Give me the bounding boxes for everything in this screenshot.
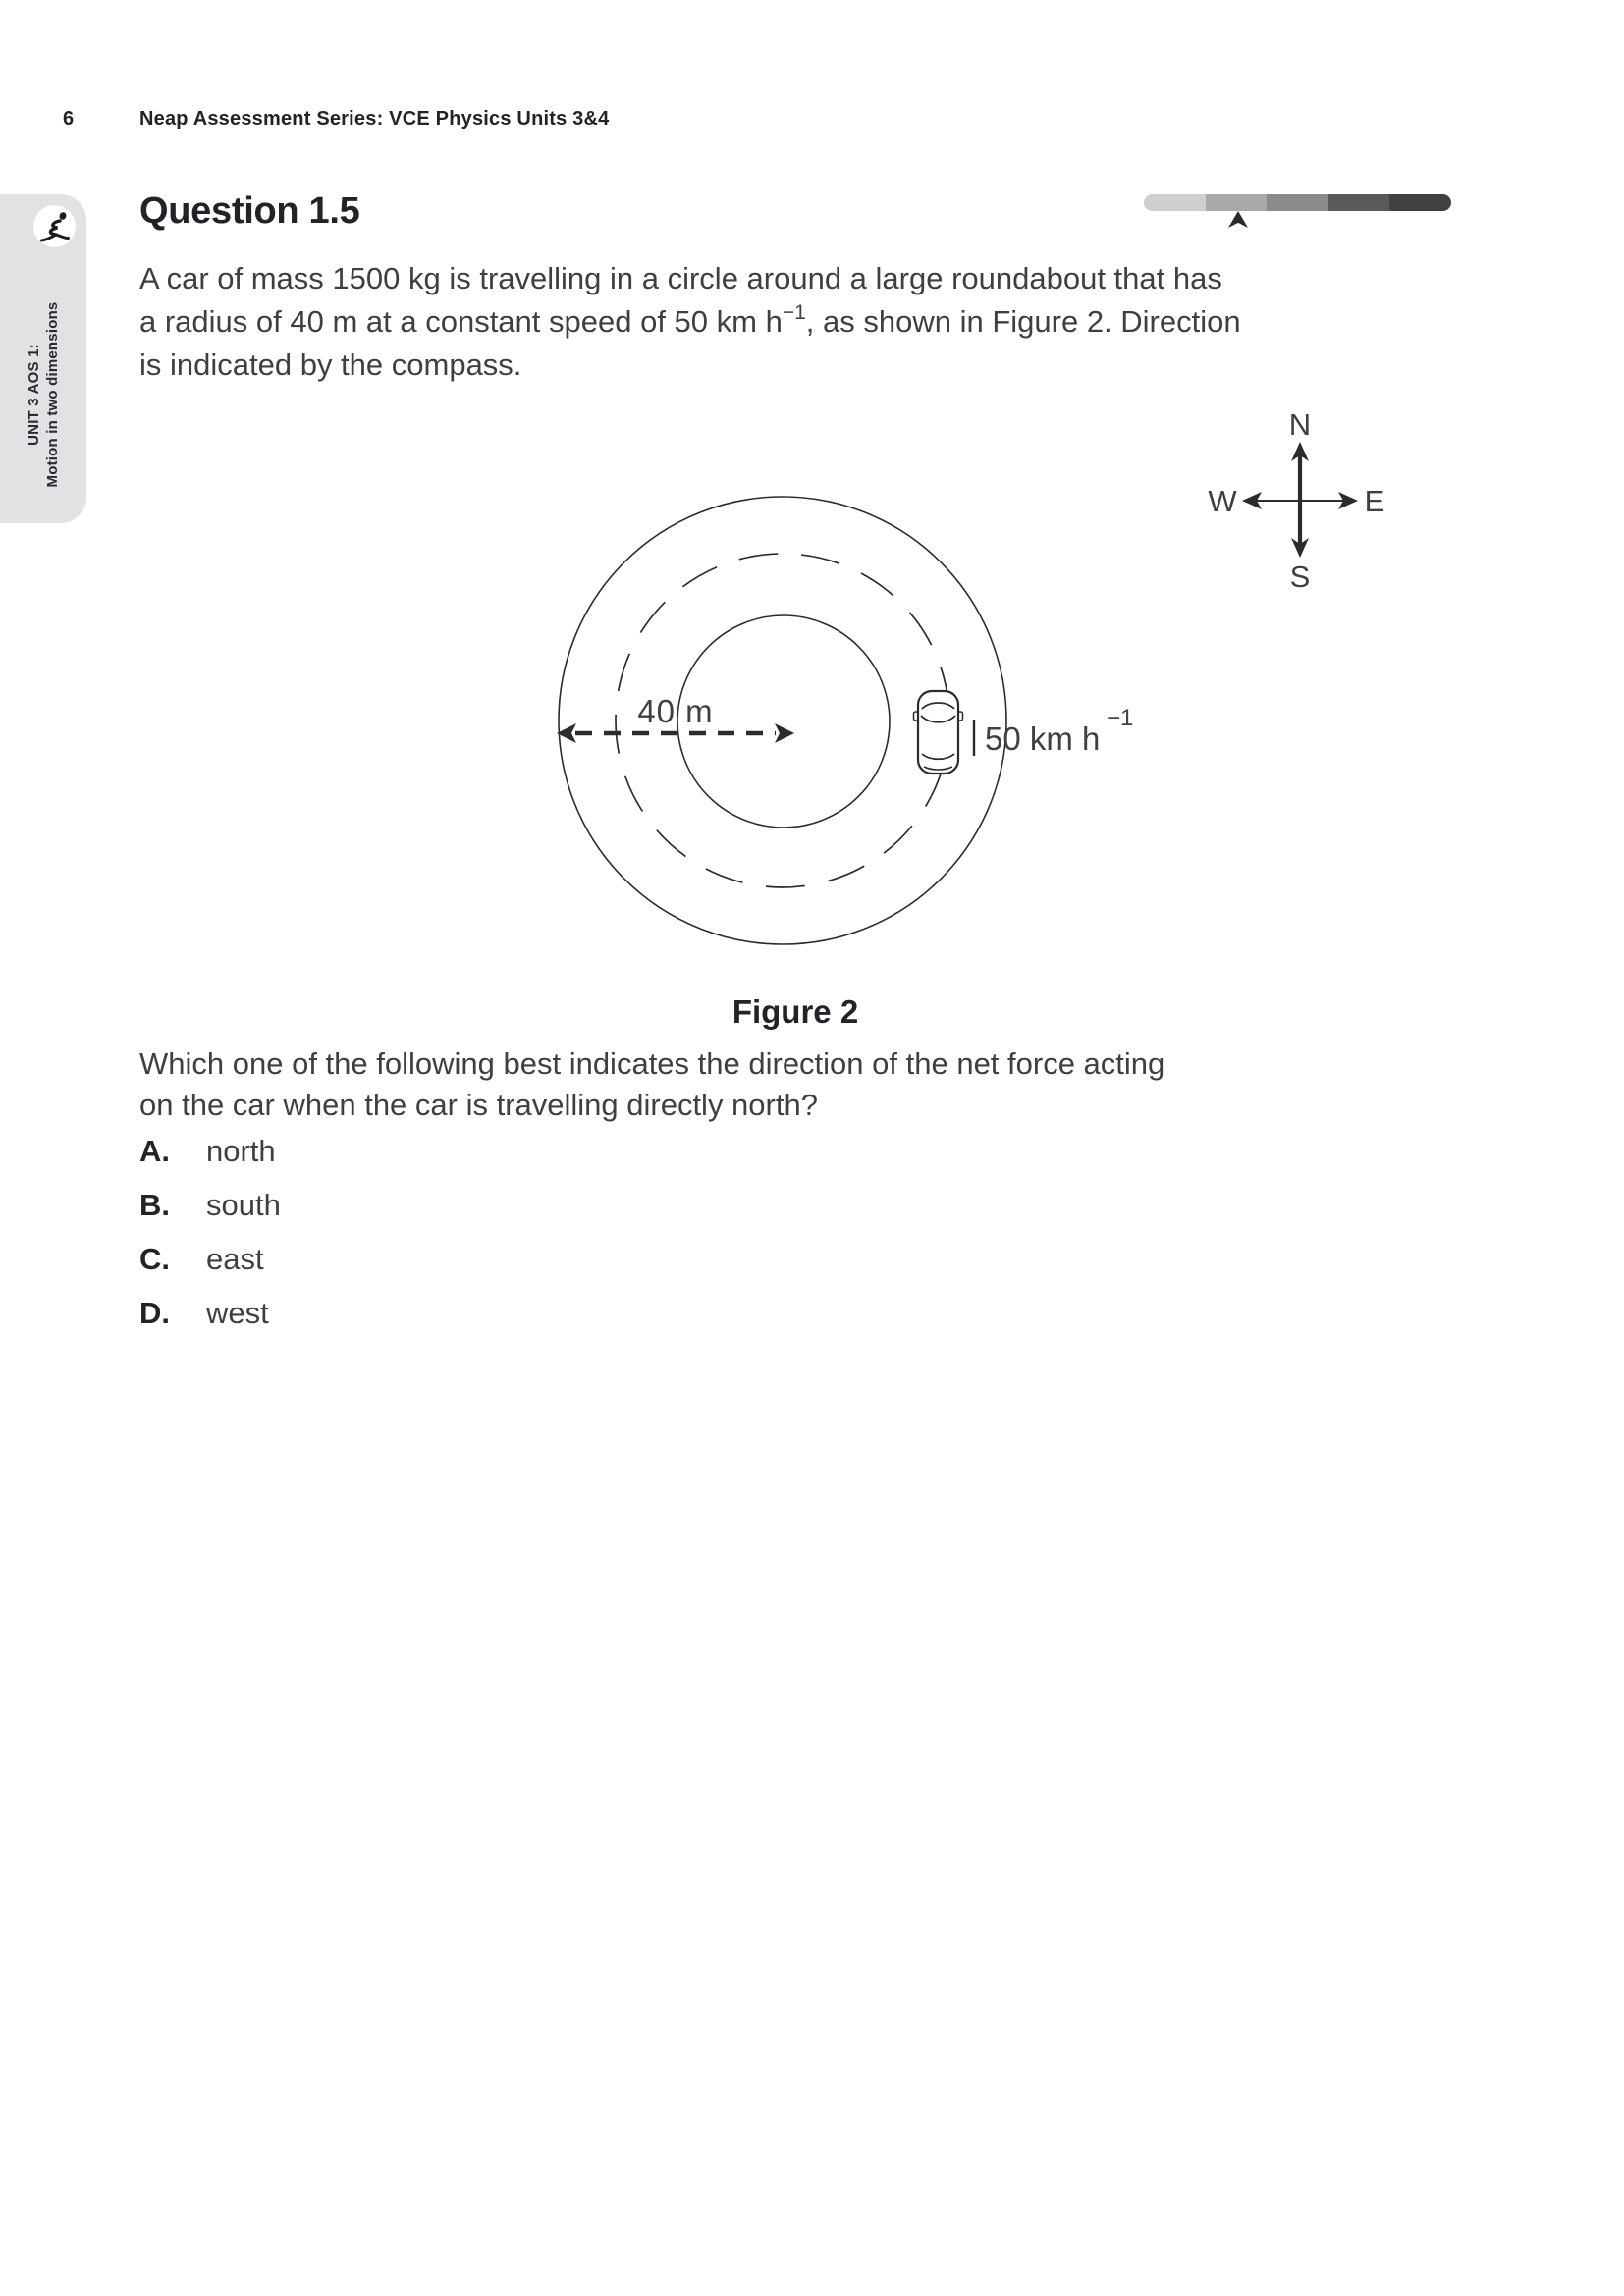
option-a-text: north [206,1134,276,1168]
radius-label: 40 m [637,693,714,729]
difficulty-segment [1206,194,1268,211]
speed-label: 50 km h [985,721,1101,757]
unit-tab-label [25,256,80,533]
difficulty-segment [1389,194,1451,211]
intro-line1: A car of mass 1500 kg is travelling in a circle around a large roundabout that has [139,261,1222,295]
options-list [139,1136,281,1352]
intro-line3: is indicated by the compass. [139,347,522,382]
difficulty-meter [1144,194,1451,211]
option-b [139,1190,281,1220]
intro-line2: a radius of 40 m at a constant speed of 50 km h [139,304,783,339]
roundabout-diagram [530,471,1159,972]
page-header-title: Neap Assessment Series: VCE Physics Units 3&4 [139,108,610,130]
difficulty-segment [1144,194,1206,211]
intro-line2-post: , as shown in Figure 2. Direction [805,304,1241,339]
difficulty-segment [1267,194,1328,211]
option-b-letter: B. [139,1188,170,1222]
compass-icon [1198,402,1394,599]
difficulty-pointer-icon [1228,211,1248,228]
radius-arrowhead-right [775,723,794,743]
option-a-letter: A. [139,1134,170,1168]
compass-west-label: W [1208,484,1237,518]
leaping-person-icon [37,209,72,243]
prompt-line2: on the car when the car is travelling directly north? [139,1088,818,1122]
speed-exponent: −1 [1107,705,1134,731]
question-prompt [139,1043,1435,1126]
option-c-letter: C. [139,1242,170,1276]
car-icon [914,691,963,774]
option-d-text: west [206,1296,269,1330]
option-c-text: east [206,1242,264,1276]
option-b-text: south [206,1188,281,1222]
intro-exponent: −1 [782,300,806,324]
compass-south-label: S [1289,560,1311,594]
difficulty-segment [1328,194,1390,211]
option-d-letter: D. [139,1296,170,1330]
compass-east-label: E [1364,484,1385,518]
unit-tab-line2: Motion in two dimensions [44,301,61,488]
prompt-line1: Which one of the following best indicates the direction of the net force acting [139,1046,1165,1081]
unit-tab-line1: UNIT 3 AOS 1: [26,344,42,446]
question-intro [139,257,1396,387]
figure-caption: Figure 2 [731,993,859,1030]
page-number: 6 [63,108,75,130]
option-c [139,1244,281,1274]
question-title: Question 1.5 [139,190,360,232]
option-a [139,1136,281,1166]
option-d [139,1298,281,1328]
compass-north-label: N [1288,407,1312,442]
